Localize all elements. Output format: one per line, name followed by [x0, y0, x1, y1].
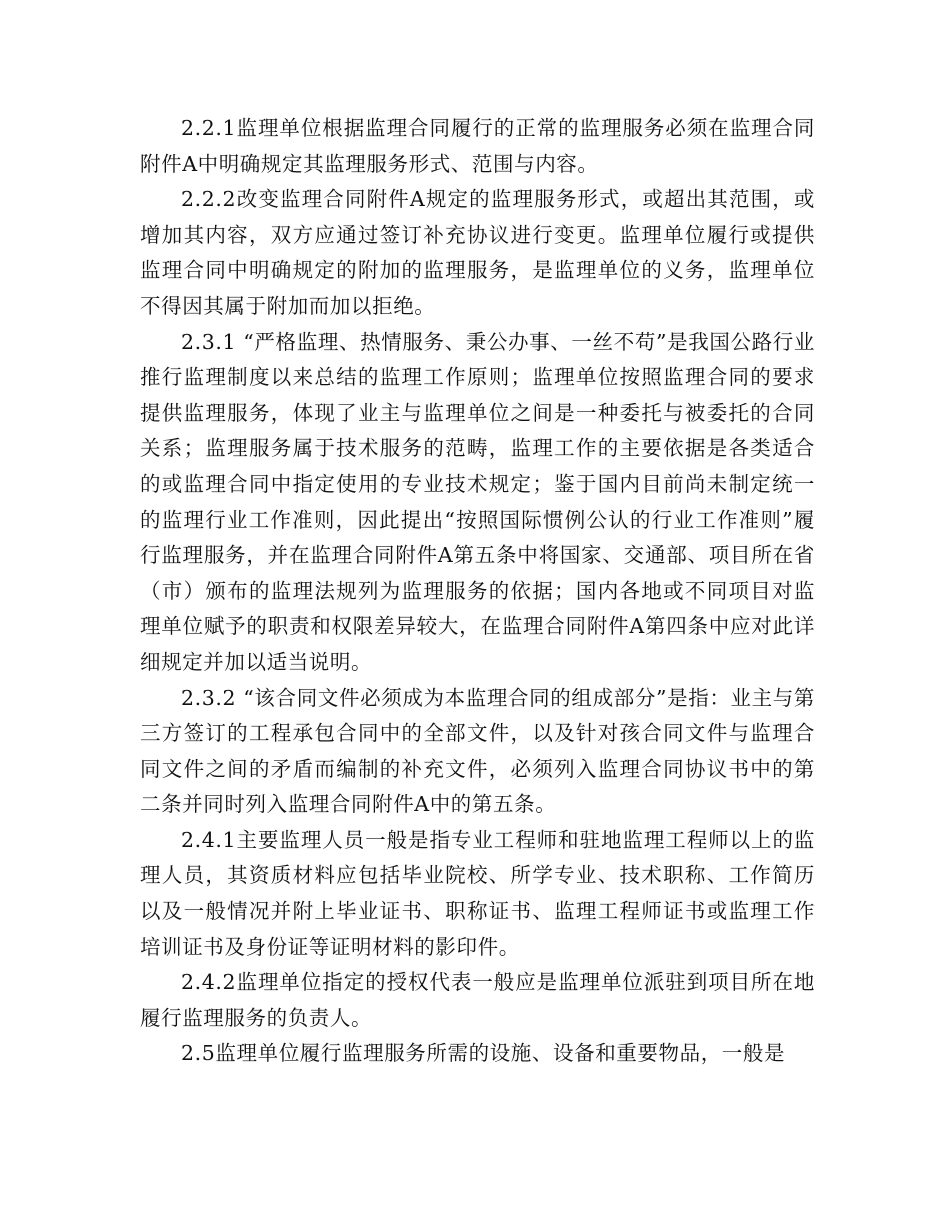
paragraph-2-2-2: 2.2.2改变监理合同附件A规定的监理服务形式，或超出其范围，或增加其内容，双方应通过签订补充协议进行变更。监理单位履行或提供监理合同中明确规定的附加的监理服务，是监理单位的义务，监理单位不得因其属于附加而加以拒绝。	[140, 187, 815, 318]
paragraph-2-5: 2.5监理单位履行监理服务所需的设施、设备和重要物品，一般是	[181, 1041, 786, 1066]
paragraph-2-3-1: 2.3.1 “严格监理、热情服务、秉公办事、一丝不苟”是我国公路行业推行监理制度以来总结的监理工作原则；监理单位按照监理合同的要求提供监理服务，体现了业主与监理单位之间是一种委托与被委托的合同关系；监理服务属于技术服务的范畴，监理工作的主要依据是各类适合的或监理合同中指定使用的专业技术规定；鉴于国内目前尚未制定统一的监理行业工作准则，因此提出“按照国际惯例公认的行业工作准则”履行监理服务，并在监理合同附件A第五条中将国家、交通部、项目所在省（市）颁布的监理法规列为监理服务的依据；国内各地或不同项目对监理单位赋予的职责和权限差异较大，在监理合同附件A第四条中应对此详细规定并加以适当说明。	[140, 329, 815, 674]
paragraph-2-2-1: 2.2.1监理单位根据监理合同履行的正常的监理服务必须在监理合同附件A中明确规定其监理服务形式、范围与内容。	[140, 116, 815, 176]
document-page	[140, 111, 815, 1072]
paragraph-2-4-2: 2.4.2监理单位指定的授权代表一般应是监理单位派驻到项目所在地履行监理服务的负责人。	[140, 970, 815, 1030]
paragraph-2-3-2: 2.3.2 “该合同文件必须成为本监理合同的组成部分”是指：业主与第三方签订的工程承包合同中的全部文件，以及针对孩合同文件与监理合同文件之间的矛盾而编制的补充文件，必须列入监理合同协议书中的第二条并同时列入监理合同附件A中的第五条。	[140, 685, 815, 817]
paragraph-2-4-1: 2.4.1主要监理人员一般是指专业工程师和驻地监理工程师以上的监理人员，其资质材料应包括毕业院校、所学专业、技术职称、工作简历以及一般情况并附上毕业证书、职称证书、监理工程师证书或监理工作培训证书及身份证等证明材料的影印件。	[140, 827, 815, 959]
